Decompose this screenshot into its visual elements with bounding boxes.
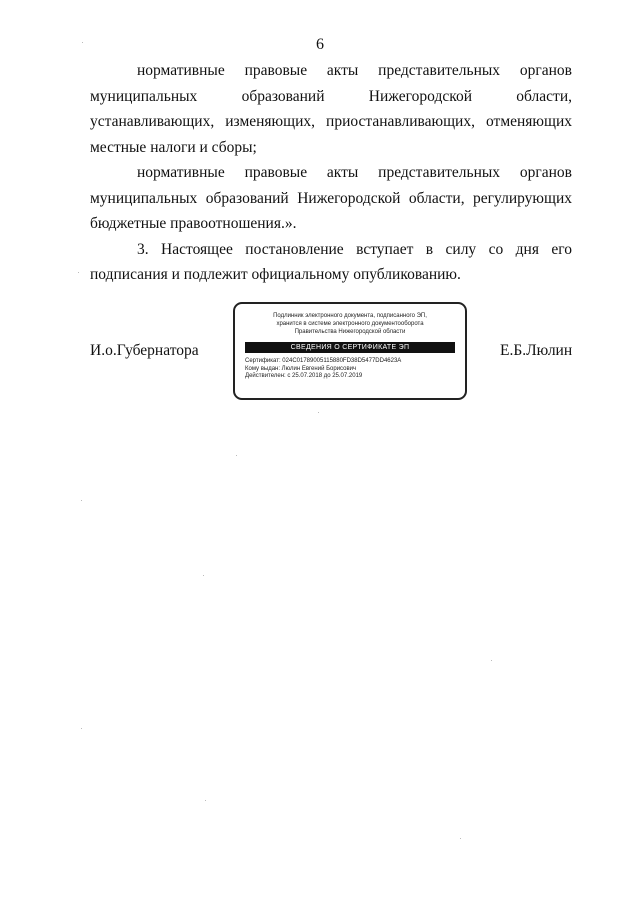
scan-speck [460, 838, 461, 839]
signature-block [0, 302, 640, 402]
stamp-header-line-1: Подлинник электронного документа, подписанного ЭП, [273, 313, 427, 319]
paragraph-2: нормативные правовые акты представительных органов муниципальных образований Нижегородской области, регулирующих бюджетные правоотношения.». [90, 164, 572, 232]
stamp-validity: Действителен: с 25.07.2018 до 25.07.2019 [245, 373, 363, 379]
page-number: 6 [316, 36, 324, 53]
scan-speck [78, 272, 79, 273]
scan-speck [81, 500, 82, 501]
scan-speck [82, 42, 83, 43]
signer-position: И.о.Губернатора [90, 342, 199, 359]
stamp-title-bar: СВЕДЕНИЯ О СЕРТИФИКАТЕ ЭП [245, 342, 455, 353]
scan-speck [491, 660, 492, 661]
document-body [90, 58, 572, 288]
scan-speck [236, 455, 237, 456]
stamp-header-line-2: хранится в системе электронного документооборота [276, 321, 424, 327]
scan-speck [203, 575, 204, 576]
scan-speck [81, 728, 82, 729]
scan-speck [205, 800, 206, 801]
stamp-header-line-3: Правительства Нижегородской области [294, 329, 406, 335]
signer-name: Е.Б.Люлин [500, 342, 573, 359]
scan-speck [318, 412, 319, 413]
stamp-issued-to: Кому выдан: Люлин Евгений Борисович [245, 365, 357, 372]
paragraph-1: нормативные правовые акты представительных органов муниципальных образований Нижегородской области, устанавливающих, изменяющих, приостанавливающих, отменяющих местные налоги и сборы; [90, 62, 572, 156]
stamp-details [245, 358, 465, 381]
stamp-header [235, 312, 465, 336]
electronic-signature-stamp [233, 302, 467, 400]
paragraph-3: 3. Настоящее постановление вступает в силу со дня его подписания и подлежит официальному опубликованию. [90, 240, 572, 283]
stamp-certificate: Сертификат: 024C01789005115880FD38D5477DD4623A [245, 358, 402, 364]
